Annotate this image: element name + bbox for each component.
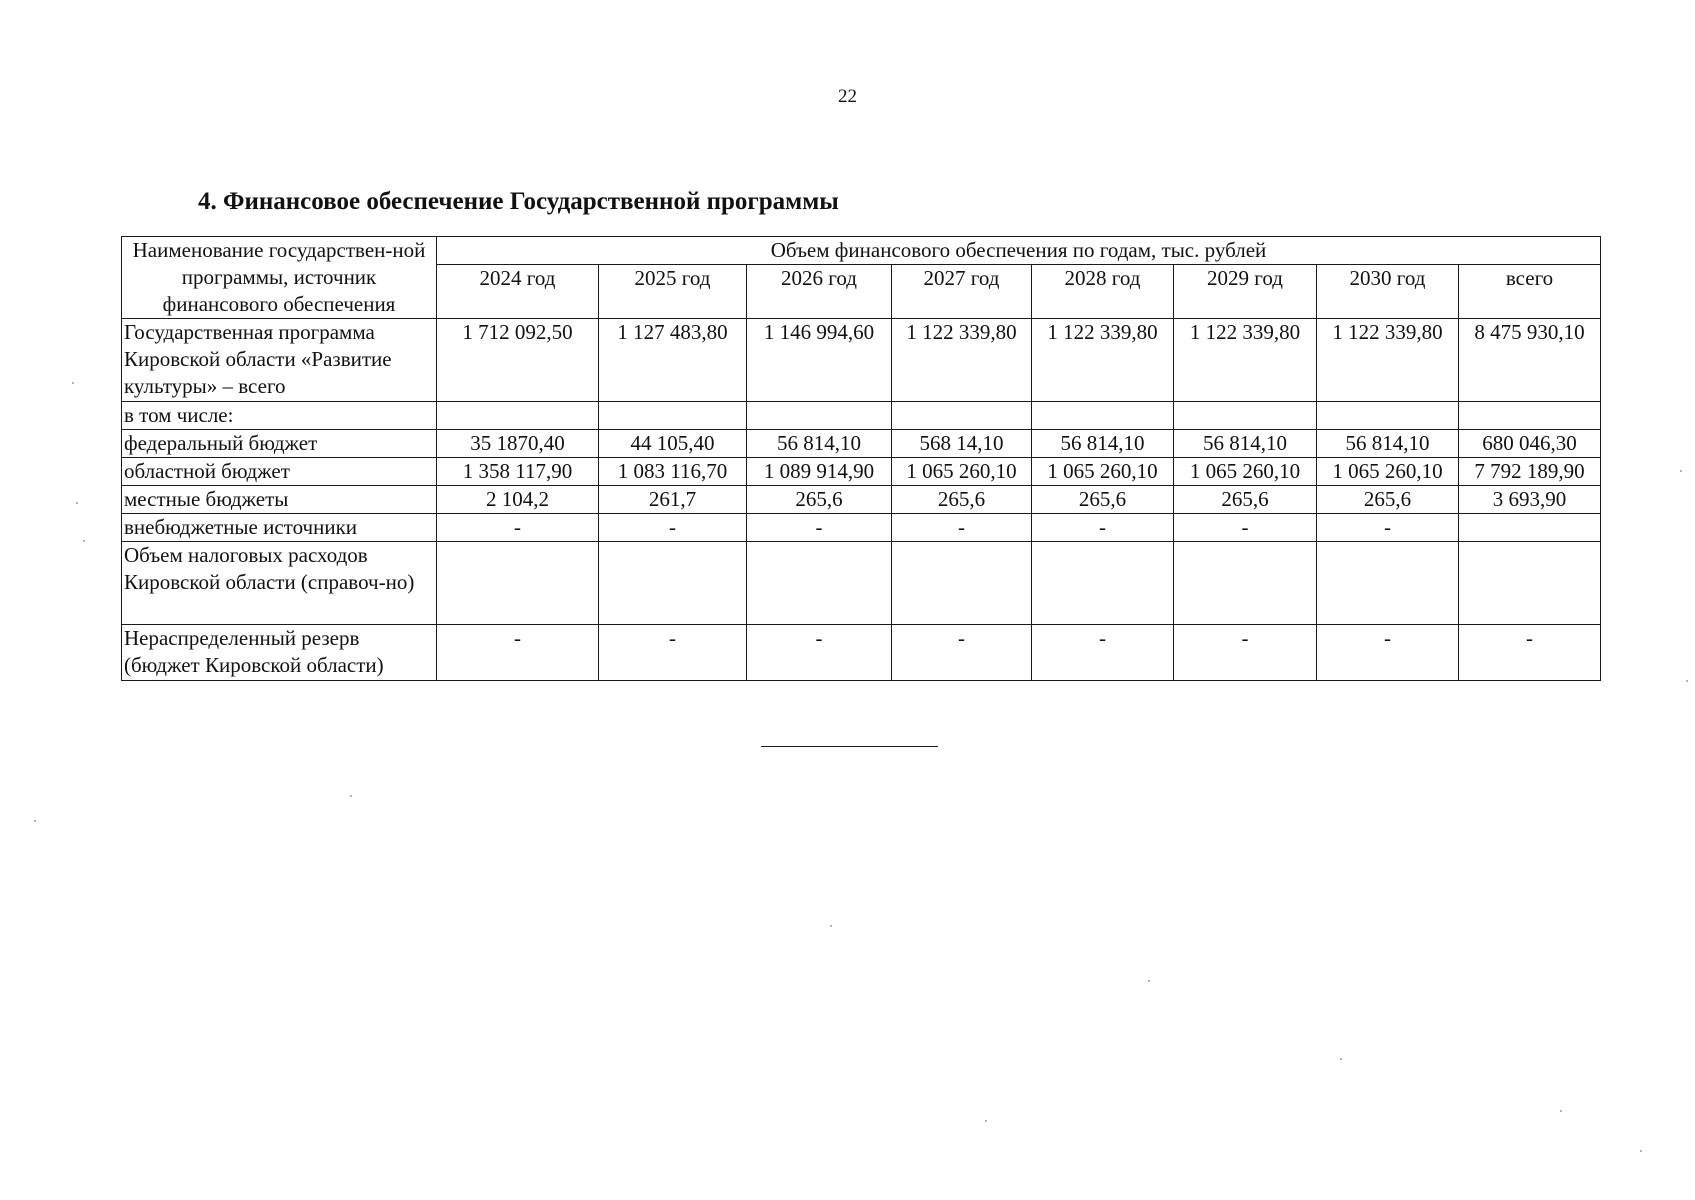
header-row-group [122,237,1601,265]
total-cell: - [1459,625,1601,681]
value-cell: 265,6 [892,486,1032,514]
table-row [122,625,1601,681]
end-of-section-rule [761,746,938,747]
total-cell [1459,542,1601,625]
value-cell: 568 14,10 [892,430,1032,458]
total-cell [1459,402,1601,430]
year-header: 2029 год [1174,265,1317,319]
year-header: 2025 год [599,265,747,319]
value-cell: 265,6 [1032,486,1174,514]
value-cell: 1 122 339,80 [1317,319,1459,402]
table-row [122,402,1601,430]
row-label: внебюджетные источники [122,514,437,542]
row-label: Нераспределенный резерв (бюджет Кировской области) [122,625,437,681]
scan-speck [350,795,352,797]
total-cell: 8 475 930,10 [1459,319,1601,402]
value-cell [747,402,892,430]
value-cell: 265,6 [1317,486,1459,514]
value-cell: 2 104,2 [437,486,599,514]
value-cell: 261,7 [599,486,747,514]
value-cell: 56 814,10 [1317,430,1459,458]
value-cell: 1 065 260,10 [892,458,1032,486]
value-cell: 1 065 260,10 [1032,458,1174,486]
value-cell: - [1317,514,1459,542]
scan-speck [72,382,74,384]
value-cell: - [1032,514,1174,542]
year-header: 2030 год [1317,265,1459,319]
table-row [122,458,1601,486]
total-cell: 680 046,30 [1459,430,1601,458]
table-row [122,514,1601,542]
value-cell: 35 1870,40 [437,430,599,458]
value-cell: 1 122 339,80 [1174,319,1317,402]
value-cell: 56 814,10 [1032,430,1174,458]
value-cell [437,402,599,430]
page-number: 22 [838,86,857,107]
row-label: федеральный бюджет [122,430,437,458]
value-cell: 56 814,10 [747,430,892,458]
section-title: 4. Финансовое обеспечение Государственной программы [198,188,839,215]
year-header: 2024 год [437,265,599,319]
value-cell: 44 105,40 [599,430,747,458]
value-cell: 1 065 260,10 [1317,458,1459,486]
value-cell: 265,6 [747,486,892,514]
value-cell: 1 065 260,10 [1174,458,1317,486]
value-cell [747,542,892,625]
value-cell: 1 089 914,90 [747,458,892,486]
value-cell [1032,402,1174,430]
value-cell [892,542,1032,625]
value-cell: - [1032,625,1174,681]
value-cell: 1 127 483,80 [599,319,747,402]
scan-speck [1340,1058,1342,1060]
scan-speck [76,502,78,504]
value-cell: 1 358 117,90 [437,458,599,486]
scan-speck [1640,1150,1642,1152]
scan-speck [1686,680,1688,682]
value-cell: - [1174,514,1317,542]
value-cell: 1 083 116,70 [599,458,747,486]
row-label: местные бюджеты [122,486,437,514]
scan-speck [1148,980,1150,982]
scan-speck [985,1120,987,1122]
total-header: всего [1459,265,1601,319]
year-header: 2026 год [747,265,892,319]
value-cell [1317,402,1459,430]
value-cell: 1 122 339,80 [892,319,1032,402]
value-cell [892,402,1032,430]
year-header: 2028 год [1032,265,1174,319]
scan-speck [830,925,832,927]
value-cell: - [1317,625,1459,681]
table-row [122,430,1601,458]
value-cell [1174,542,1317,625]
value-cell: - [1174,625,1317,681]
value-cell: - [892,625,1032,681]
value-cell: - [892,514,1032,542]
value-cell: - [599,514,747,542]
value-cell: - [747,514,892,542]
row-label: областной бюджет [122,458,437,486]
value-cell: 1 712 092,50 [437,319,599,402]
total-cell [1459,514,1601,542]
value-cell [599,542,747,625]
value-cell: - [437,625,599,681]
value-cell: - [747,625,892,681]
financing-table [121,236,1601,681]
scan-speck [34,820,36,822]
name-column-header: Наименование государствен-ной программы, источник финансового обеспечения [122,237,437,319]
scan-speck [1680,470,1682,472]
value-cell: 1 146 994,60 [747,319,892,402]
value-cell: - [437,514,599,542]
row-label: Государственная программа Кировской области «Развитие культуры» – всего [122,319,437,402]
value-cell: 56 814,10 [1174,430,1317,458]
total-cell: 3 693,90 [1459,486,1601,514]
value-cell [599,402,747,430]
total-cell: 7 792 189,90 [1459,458,1601,486]
table-row [122,319,1601,402]
value-cell [1032,542,1174,625]
value-cell: 265,6 [1174,486,1317,514]
year-header: 2027 год [892,265,1032,319]
row-label: Объем налоговых расходов Кировской области (справоч-но) [122,542,437,625]
table-row [122,542,1601,625]
row-label: в том числе: [122,402,437,430]
funding-volume-header: Объем финансового обеспечения по годам, тыс. рублей [437,237,1601,265]
scan-speck [1560,1110,1562,1112]
scan-speck [83,540,85,542]
table-row [122,486,1601,514]
value-cell [437,542,599,625]
value-cell: 1 122 339,80 [1032,319,1174,402]
value-cell [1174,402,1317,430]
value-cell: - [599,625,747,681]
value-cell [1317,542,1459,625]
